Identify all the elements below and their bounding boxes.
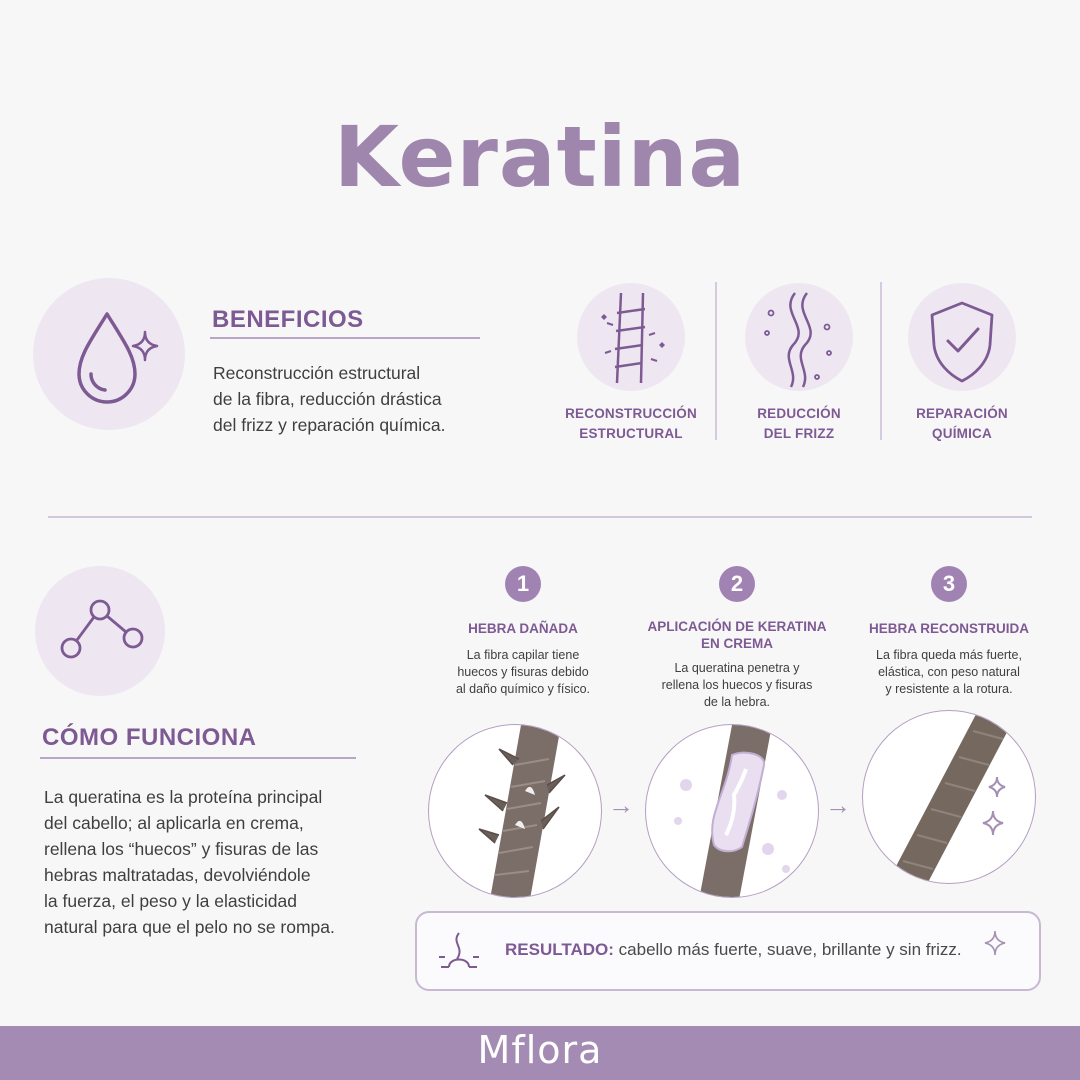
molecule-icon	[35, 566, 165, 696]
feature-label-line: DEL FRIZZ	[763, 426, 835, 441]
result-box	[415, 911, 1041, 991]
result-label: RESULTADO:	[505, 940, 614, 959]
feature-label-line: RECONSTRUCCIÓN	[565, 406, 697, 421]
feature-reconstruction-circle	[577, 283, 685, 391]
step-desc-line: elástica, con peso natural	[878, 665, 1020, 679]
healthy-hair-strand-icon	[863, 711, 1035, 883]
step-desc-line: La queratina penetra y	[674, 661, 800, 675]
droplet-sparkle-icon	[33, 278, 185, 430]
how-line: rellena los “huecos” y fisuras de las	[44, 839, 319, 859]
hair-follicle-icon	[437, 927, 481, 975]
benefits-line: de la fibra, reducción drástica	[213, 389, 442, 409]
feature-label-line: ESTRUCTURAL	[579, 426, 683, 441]
step-desc-line: rellena los huecos y fisuras	[661, 678, 813, 692]
step-desc-line: La fibra capilar tiene	[466, 648, 580, 662]
sparkle-icon	[983, 929, 1007, 957]
step-title-line: EN CREMA	[700, 636, 773, 651]
keratin-cream-strand-icon	[646, 725, 818, 897]
step-desc-line: de la hebra.	[703, 695, 771, 709]
step-title-line: HEBRA DAÑADA	[468, 621, 578, 636]
arrow-right-icon: →	[825, 790, 851, 820]
step-desc-3	[859, 647, 1039, 698]
benefits-text	[213, 360, 445, 438]
result-text: cabello más fuerte, suave, brillante y sin frizz.	[618, 940, 962, 959]
benefits-heading: BENEFICIOS	[212, 306, 364, 333]
damaged-strand-illustration	[428, 724, 602, 898]
benefits-rule	[210, 337, 480, 339]
arrow-right-icon: →	[608, 790, 634, 820]
cream-application-illustration	[645, 724, 819, 898]
how-line: hebras maltratadas, devolviéndole	[44, 865, 311, 885]
how-line: del cabello; al aplicarla en crema,	[44, 813, 304, 833]
feature-divider	[715, 282, 717, 440]
result-text-line	[505, 940, 962, 960]
feature-label-line: REDUCCIÓN	[757, 406, 841, 421]
step-desc-2	[637, 660, 837, 711]
step-desc-1	[433, 647, 613, 698]
feature-reconstruction-label	[561, 404, 701, 444]
step-number-3: 3	[931, 566, 967, 602]
page-title: Keratina	[333, 108, 747, 206]
step-title-line: APLICACIÓN DE KERATINA	[647, 619, 827, 634]
feature-label-line: REPARACIÓN	[916, 406, 1008, 421]
how-line: la fuerza, el peso y la elasticidad	[44, 891, 297, 911]
step-number-1: 1	[505, 566, 541, 602]
how-line: La queratina es la proteína principal	[44, 787, 323, 807]
feature-repair-label	[892, 404, 1032, 444]
shield-check-icon	[908, 283, 1016, 391]
benefits-line: Reconstrucción estructural	[213, 363, 421, 383]
brand-logo: Mflora	[477, 1028, 603, 1072]
feature-frizz-label	[729, 404, 869, 444]
how-text	[44, 784, 335, 940]
how-heading: CÓMO FUNCIONA	[42, 724, 257, 751]
frizz-wave-icon	[745, 283, 853, 391]
step-number-2: 2	[719, 566, 755, 602]
step-title-3	[859, 620, 1039, 637]
step-desc-line: huecos y fisuras debido	[457, 665, 589, 679]
rebuilt-strand-illustration	[862, 710, 1036, 884]
feature-repair-circle	[908, 283, 1016, 391]
step-desc-line: al daño químico y físico.	[455, 682, 591, 696]
step-title-line: HEBRA RECONSTRUIDA	[868, 621, 1029, 636]
feature-divider	[880, 282, 882, 440]
step-title-1	[433, 620, 613, 637]
benefits-line: del frizz y reparación química.	[213, 415, 446, 435]
section-divider	[48, 516, 1032, 518]
feature-label-line: QUÍMICA	[932, 426, 992, 441]
how-rule	[40, 757, 356, 759]
hair-strand-reconstruct-icon	[577, 283, 685, 391]
step-title-2	[632, 618, 842, 652]
step-desc-line: y resistente a la rotura.	[885, 682, 1013, 696]
benefits-icon-circle	[33, 278, 185, 430]
how-line: natural para que el pelo no se rompa.	[44, 917, 335, 937]
step-desc-line: La fibra queda más fuerte,	[876, 648, 1022, 662]
damaged-hair-strand-icon	[429, 725, 601, 897]
how-icon-circle	[35, 566, 165, 696]
feature-frizz-circle	[745, 283, 853, 391]
